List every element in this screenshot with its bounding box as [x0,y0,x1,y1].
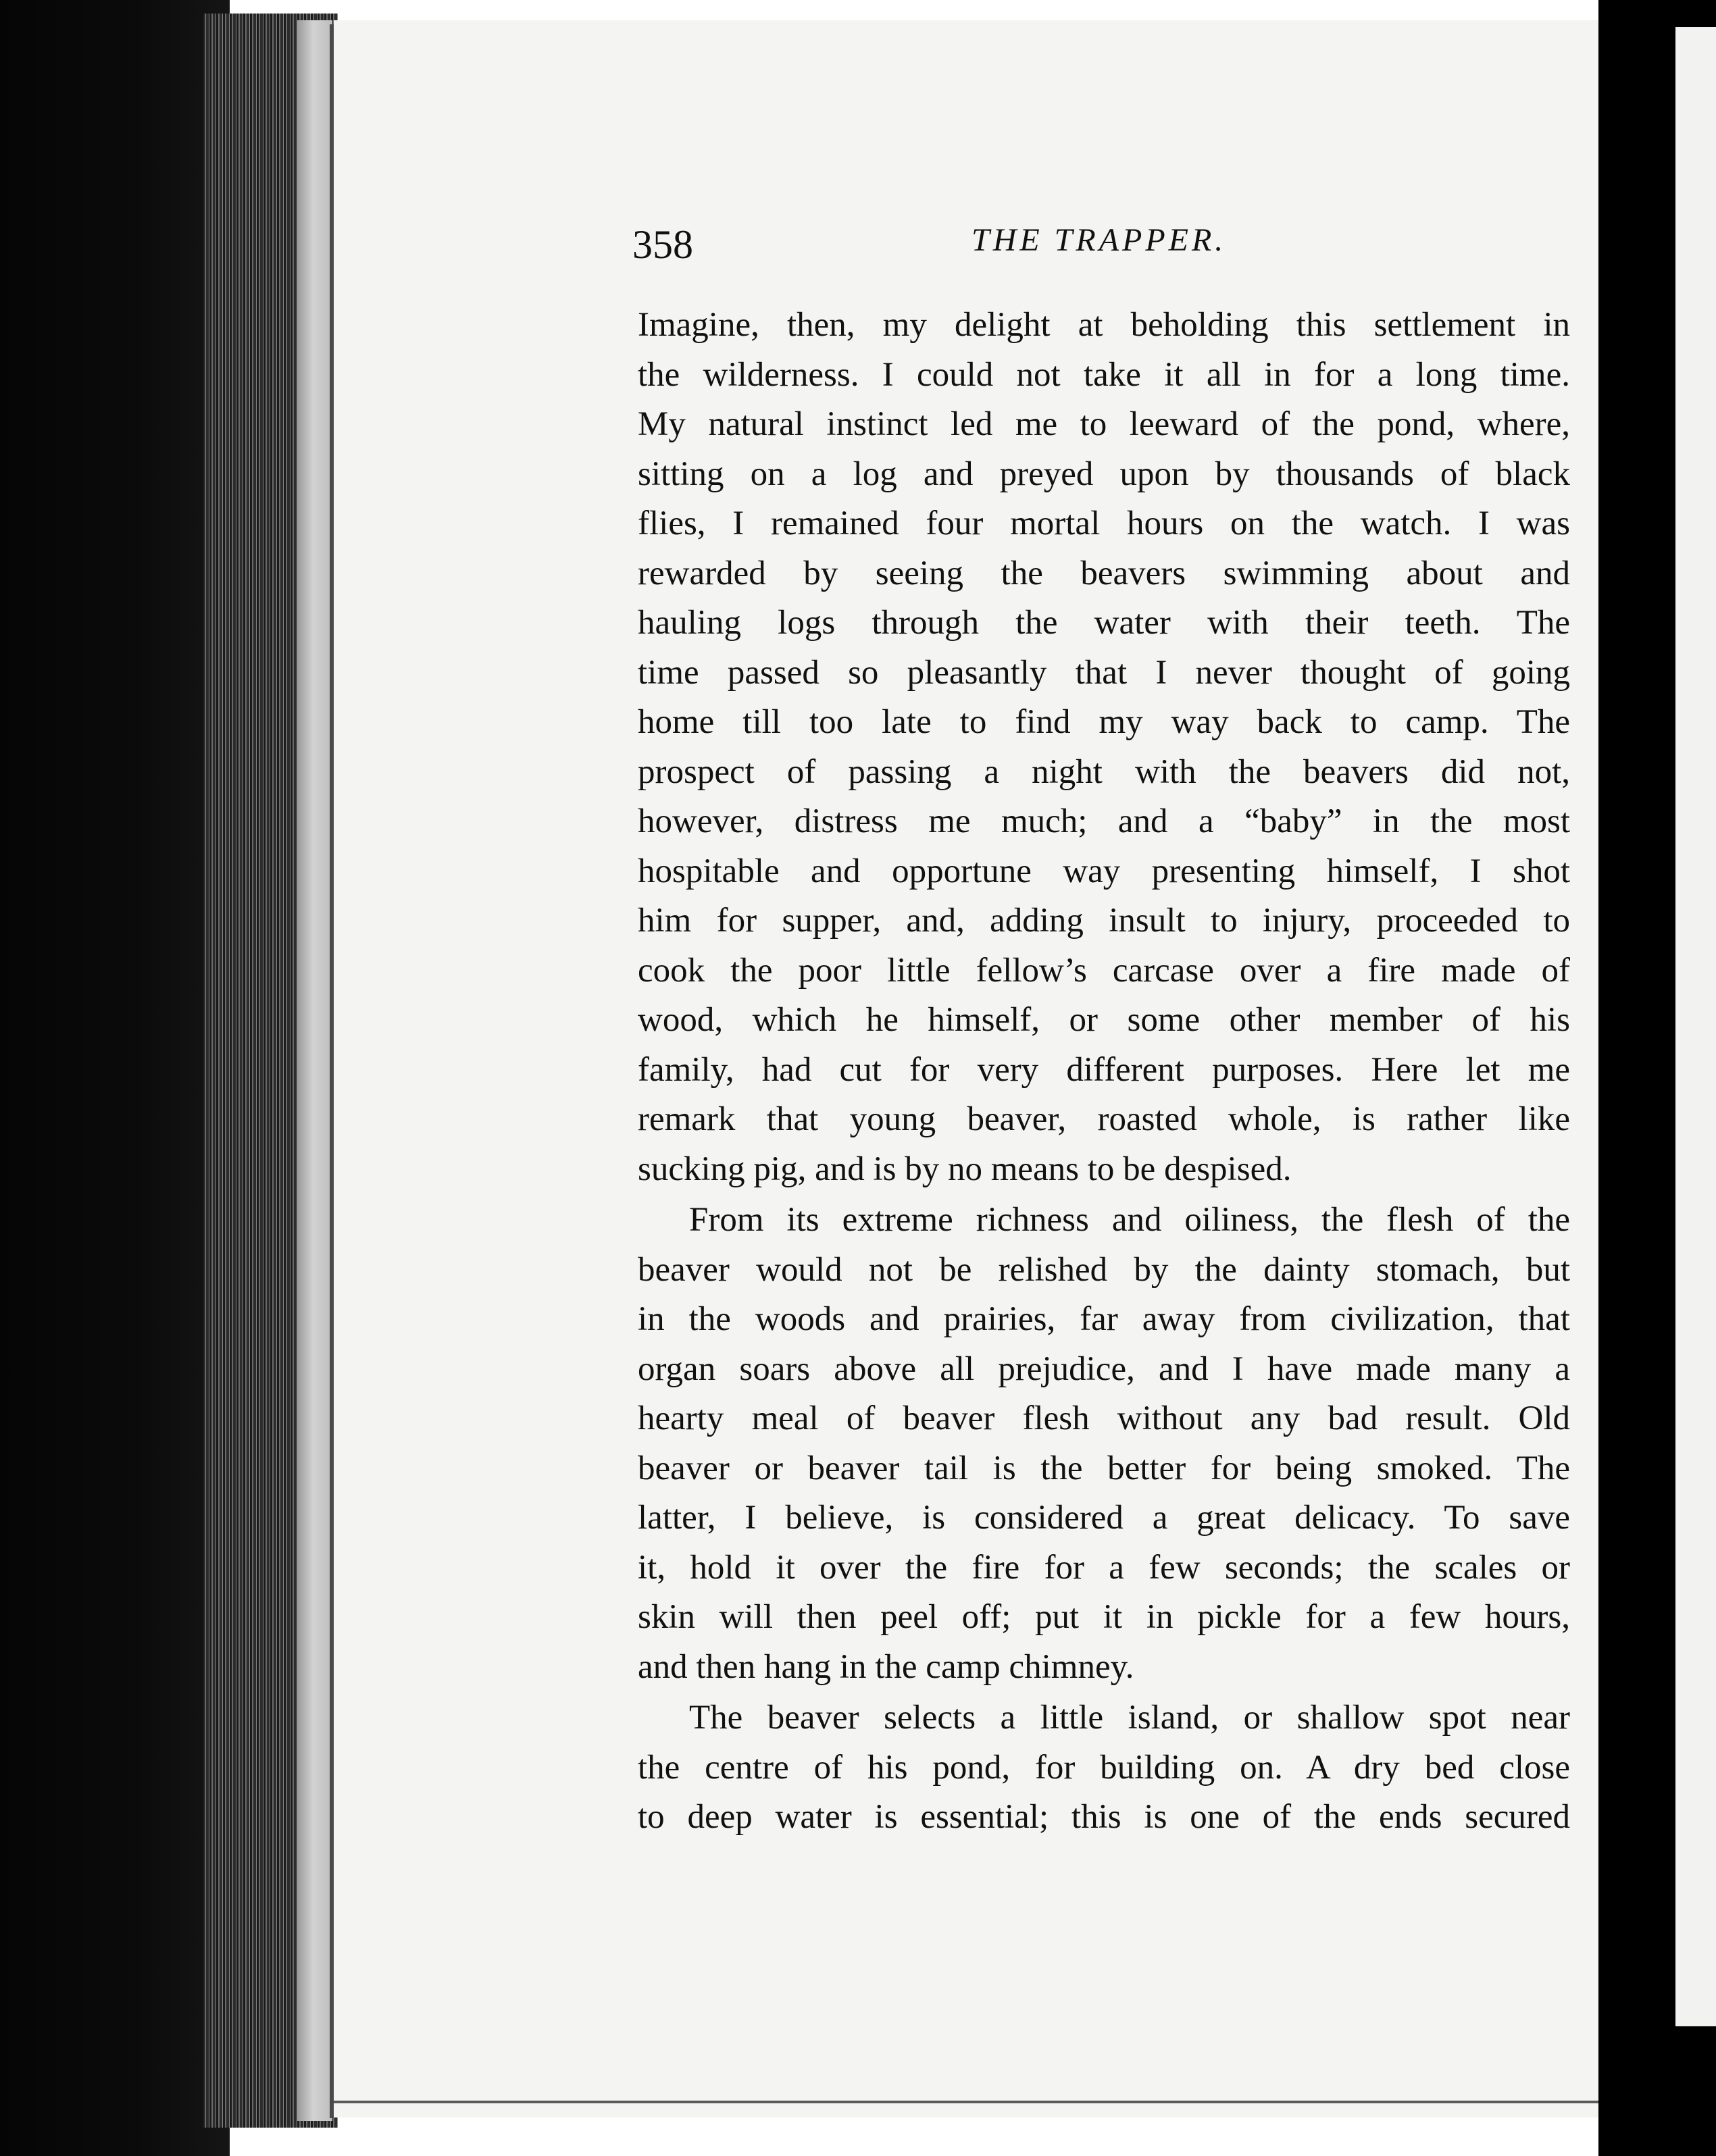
text-line: The beaver selects a little island, or shallow spot near [689,1699,1570,1737]
text-line: Imagine, then, my delight at beholding this settlement in [638,306,1570,344]
page-number: 358 [632,222,693,267]
text-line: home till too late to find my way back to camp. The [638,703,1570,741]
text-line: wood, which he himself, or some other member of his [638,1001,1570,1039]
text-line: the centre of his pond, for building on. A dry bed close [638,1748,1570,1787]
text-line: it, hold it over the fire for a few seconds; the scales or [638,1548,1570,1587]
text-line: to deep water is essential; this is one of the ends secured [638,1798,1570,1836]
text-line: organ soars above all prejudice, and I have made many a [638,1350,1570,1388]
paragraph [638,301,1570,1194]
text-line: rewarded by seeing the beavers swimming about and [638,554,1570,592]
paragraph [638,1693,1570,1843]
running-title: THE TRAPPER. [971,222,1227,258]
text-line: however, distress me much; and a “baby” in the most [638,802,1570,840]
text-line: in the woods and prairies, far away from civilization, that [638,1300,1570,1338]
text-line: latter, I believe, is considered a great delicacy. To save [638,1499,1570,1537]
text-line: remark that young beaver, roasted whole, is rather like [638,1100,1570,1138]
text-line: My natural instinct led me to leeward of the pond, where, [638,405,1570,443]
text-line: prospect of passing a night with the beavers did not, [638,752,1570,791]
text-line: hauling logs through the water with their teeth. The [638,604,1570,642]
text-line: hearty meal of beaver flesh without any bad result. Old [638,1400,1570,1437]
scan-left-margin [0,0,230,2156]
text-line: beaver would not be relished by the dainty stomach, but [638,1250,1570,1289]
body-text [638,301,1570,1843]
text-line: flies, I remained four mortal hours on the watch. I was [638,505,1570,542]
text-line: time passed so pleasantly that I never thought of going [638,653,1570,692]
text-line: him for supper, and, adding insult to injury, proceeded to [638,902,1570,940]
text-line: family, had cut for very different purposes. Here let me [638,1050,1570,1089]
page-bottom-edge [334,2101,1598,2103]
text-line: From its extreme richness and oiliness, the flesh of the [689,1201,1570,1239]
text-line: beaver or beaver tail is the better for being smoked. The [638,1449,1570,1487]
next-page-sliver [1675,27,1716,2026]
paragraph [638,1196,1570,1692]
text-line: hospitable and opportune way presenting himself, I shot [638,852,1570,890]
text-line: the wilderness. I could not take it all in for a long time. [638,355,1570,394]
text-line: sitting on a log and preyed upon by thousands of black [638,455,1570,493]
text-line: skin will then peel off; put it in pickle for a few hours, [638,1598,1570,1636]
book-page-edge-highlight [297,20,332,2121]
text-line: sucking pig, and is by no means to be despised. [638,1150,1292,1188]
text-line: and then hang in the camp chimney. [638,1647,1134,1686]
text-line: cook the poor little fellow’s carcase over a fire made of [638,951,1570,990]
running-head [632,222,1254,276]
